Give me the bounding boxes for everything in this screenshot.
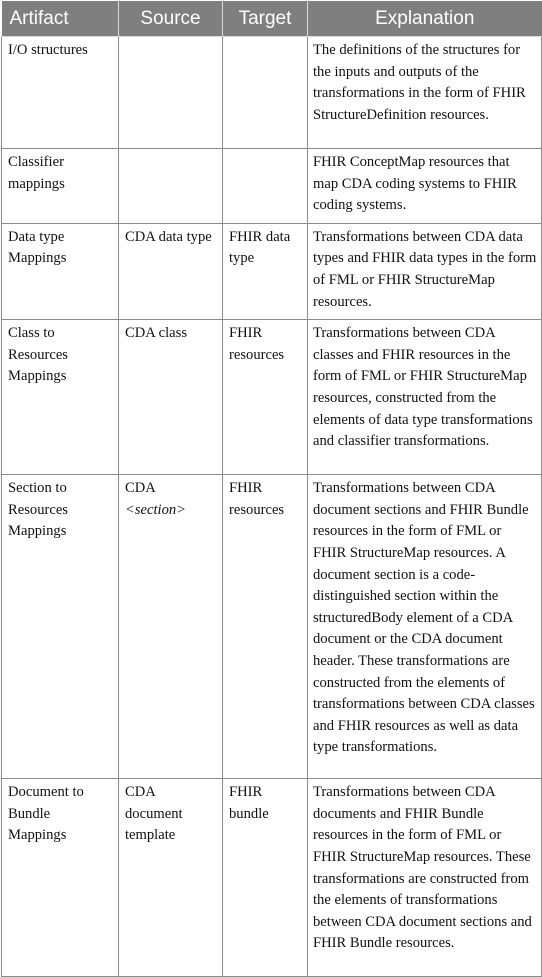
table-body <box>2 37 542 977</box>
cell-source: CDA data type <box>119 223 223 319</box>
table-row <box>2 37 542 149</box>
cell-target: FHIR resources <box>223 320 308 475</box>
artifacts-table <box>1 1 542 977</box>
cell-source <box>119 149 223 224</box>
cell-explanation: FHIR ConceptMap resources that map CDA coding systems to FHIR coding systems. <box>308 149 542 224</box>
cell-explanation: Transformations between CDA document sections and FHIR Bundle resources in the form of FML or FHIR StructureMap resources. A document section is a code-distinguished section within the structuredBody element of a CDA document or the CDA document header. These transformations are constructed from the elements of transformations between CDA classes and FHIR resources as well as data type transformations. <box>308 475 542 779</box>
table-row <box>2 779 542 977</box>
cell-target: FHIR data type <box>223 223 308 319</box>
cell-target <box>223 37 308 149</box>
table-row <box>2 149 542 224</box>
cell-source <box>119 475 223 779</box>
table-row <box>2 475 542 779</box>
header-explanation: Explanation <box>308 1 542 37</box>
cell-explanation: Transformations between CDA data types and FHIR data types in the form of FML or FHIR StructureMap resources. <box>308 223 542 319</box>
cell-explanation: Transformations between CDA classes and FHIR resources in the form of FML or FHIR StructureMap resources, constructed from the elements of data type transformations and classifier transformations. <box>308 320 542 475</box>
header-artifact: Artifact <box>2 1 119 37</box>
cell-source: CDA class <box>119 320 223 475</box>
table-header <box>2 1 542 37</box>
table-row <box>2 223 542 319</box>
header-source: Source <box>119 1 223 37</box>
cell-artifact: Classifier mappings <box>2 149 119 224</box>
cell-explanation: The definitions of the structures for the inputs and outputs of the transformations in the form of FHIR StructureDefinition resources. <box>308 37 542 149</box>
cell-target: FHIR resources <box>223 475 308 779</box>
cell-source: CDA document template <box>119 779 223 977</box>
table-row <box>2 320 542 475</box>
cell-explanation: Transformations between CDA documents and FHIR Bundle resources in the form of FML or FHIR StructureMap resources. These transformations are constructed from the elements of transformations between CDA document sections and FHIR Bundle resources. <box>308 779 542 977</box>
cell-artifact: I/O structures <box>2 37 119 149</box>
cell-target <box>223 149 308 224</box>
cell-source-text: CDA <box>125 480 156 497</box>
cell-artifact: Data type Mappings <box>2 223 119 319</box>
cell-artifact: Document to Bundle Mappings <box>2 779 119 977</box>
cell-target: FHIR bundle <box>223 779 308 977</box>
header-target: Target <box>223 1 308 37</box>
cell-source <box>119 37 223 149</box>
header-row <box>2 1 542 37</box>
cell-artifact: Class to Resources Mappings <box>2 320 119 475</box>
cell-artifact: Section to Resources Mappings <box>2 475 119 779</box>
cell-source-section-tag: <section> <box>125 501 187 518</box>
